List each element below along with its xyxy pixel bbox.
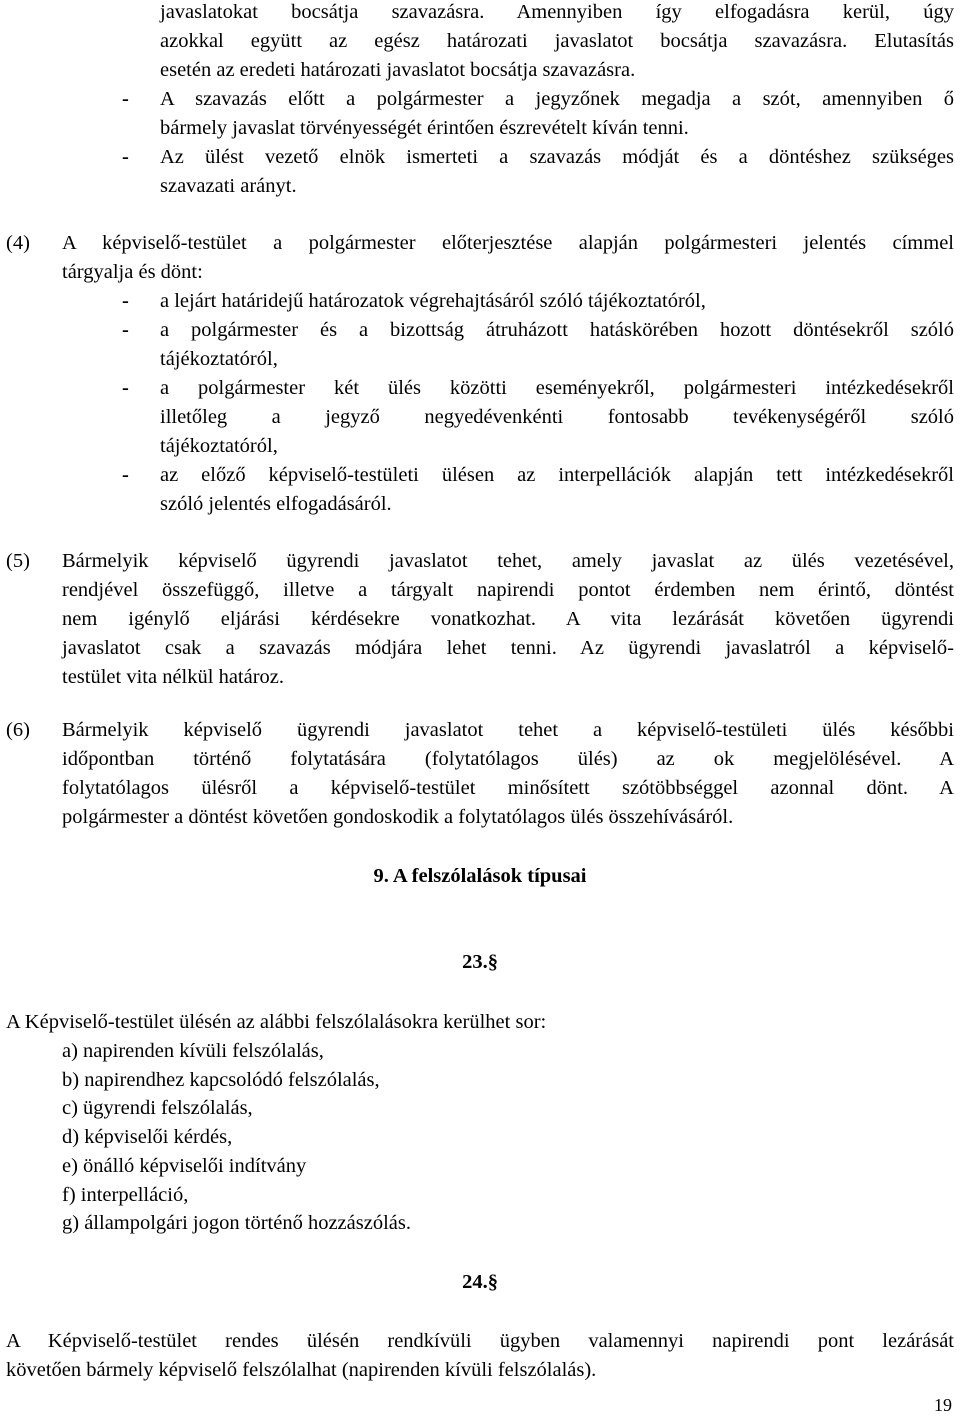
bullet-dash: - [122, 319, 129, 341]
text-line: rendjével összefüggő, illetve a tárgyalt napirendi pontot érdemben nem érintő, döntést [62, 579, 954, 601]
list-item: g) állampolgári jogon történő hozzászólás. [62, 1212, 411, 1234]
bullet-dash: - [122, 377, 129, 399]
text-line: az előző képviselő-testületi ülésen az interpellációk alapján tett intézkedésekről [160, 464, 954, 486]
text-line: Bármelyik képviselő ügyrendi javaslatot tehet a képviselő-testületi ülés későbbi [62, 719, 954, 741]
text-line: Az ülést vezető elnök ismerteti a szavazás módját és a döntéshez szükséges [160, 146, 954, 168]
text-line: a lejárt határidejű határozatok végrehajtásáról szóló tájékoztatóról, [160, 290, 706, 312]
text-line: A Képviselő-testület rendes ülésén rendkívüli ügyben valamennyi napirendi pont lezárását [6, 1330, 954, 1352]
section-number: 23.§ [462, 951, 498, 973]
text-line: tájékoztatóról, [160, 435, 278, 457]
text-line: javaslatokat bocsátja szavazásra. Amennyiben így elfogadásra kerül, úgy [160, 1, 954, 23]
paragraph-number: (6) [6, 719, 30, 741]
bullet-dash: - [122, 146, 129, 168]
list-item: e) önálló képviselői indítvány [62, 1155, 307, 1177]
text-line: a polgármester és a bizottság átruházott hatáskörében hozott döntésekről szóló [160, 319, 954, 341]
bullet-dash: - [122, 88, 129, 110]
paragraph-number: (4) [6, 232, 30, 254]
bullet-dash: - [122, 464, 129, 486]
text-line: a polgármester két ülés közötti eseményekről, polgármesteri intézkedésekről [160, 377, 954, 399]
text-line: Bármelyik képviselő ügyrendi javaslatot tehet, amely javaslat az ülés vezetésével, [62, 550, 954, 572]
text-line: esetén az eredeti határozati javaslatot bocsátja szavazásra. [160, 59, 636, 81]
text-line: illetőleg a jegyző negyedévenkénti fontosabb tevékenységéről szóló [160, 406, 954, 428]
text-line: időpontban történő folytatására (folytatólagos ülés) az ok megjelölésével. A [62, 748, 954, 770]
text-line: szóló jelentés elfogadásáról. [160, 493, 392, 515]
list-item: b) napirendhez kapcsolódó felszólalás, [62, 1069, 380, 1091]
list-item: a) napirenden kívüli felszólalás, [62, 1040, 324, 1062]
text-line: folytatólagos ülésről a képviselő-testület minősített szótöbbséggel azonnal dönt. A [62, 777, 954, 799]
text-line: A képviselő-testület a polgármester előterjesztése alapján polgármesteri jelentés címmel [62, 232, 954, 254]
text-line: tájékoztatóról, [160, 348, 278, 370]
text-line: javaslatot csak a szavazás módjára lehet tenni. Az ügyrendi javaslatról a képviselő- [62, 637, 954, 659]
text-line: A szavazás előtt a polgármester a jegyzőnek megadja a szót, amennyiben ő [160, 88, 954, 110]
section-title: 9. A felszólalások típusai [373, 865, 587, 887]
text-line: azokkal együtt az egész határozati javaslatot bocsátja szavazásra. Elutasítás [160, 30, 954, 52]
section-number: 24.§ [462, 1271, 498, 1293]
text-line: testület vita nélkül határoz. [62, 666, 285, 688]
text-line: nem igénylő eljárási kérdésekre vonatkozhat. A vita lezárását követően ügyrendi [62, 608, 954, 630]
text-line: tárgyalja és dönt: [62, 261, 203, 283]
paragraph-number: (5) [6, 550, 30, 572]
list-item: f) interpelláció, [62, 1184, 189, 1206]
text-line: A Képviselő-testület ülésén az alábbi felszólalásokra kerülhet sor: [6, 1011, 547, 1033]
bullet-dash: - [122, 290, 129, 312]
text-line: követően bármely képviselő felszólalhat (napirenden kívüli felszólalás). [6, 1359, 597, 1381]
page-number: 19 [934, 1395, 952, 1415]
text-line: szavazati arányt. [160, 175, 297, 197]
list-item: c) ügyrendi felszólalás, [62, 1097, 253, 1119]
list-item: d) képviselői kérdés, [62, 1126, 233, 1148]
text-line: polgármester a döntést követően gondoskodik a folytatólagos ülés összehívásáról. [62, 806, 734, 828]
text-line: bármely javaslat törvényességét érintően észrevételt kíván tenni. [160, 117, 689, 139]
